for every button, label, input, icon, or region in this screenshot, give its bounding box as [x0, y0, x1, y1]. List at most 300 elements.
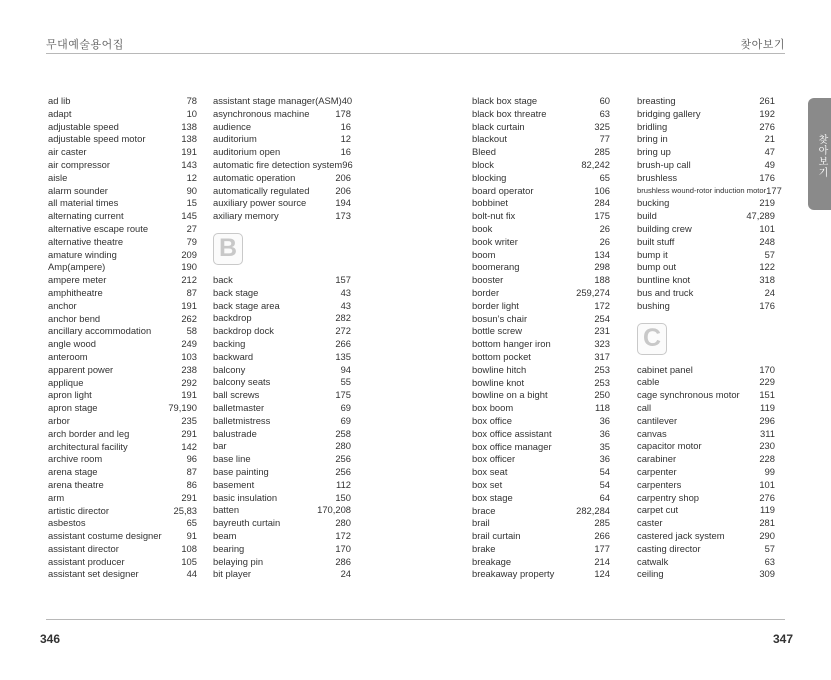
index-entry [48, 121, 197, 134]
index-page-ref: 122 [759, 261, 775, 273]
index-page-ref: 10 [186, 107, 197, 119]
index-term: cantilever [637, 414, 678, 426]
index-entry [48, 325, 197, 338]
index-term: board operator [472, 184, 534, 196]
index-entry [472, 197, 610, 210]
index-entry [48, 428, 197, 441]
index-entry [637, 479, 775, 492]
index-entry [213, 133, 351, 146]
index-term: arbor [48, 414, 70, 426]
index-entry [48, 236, 197, 249]
index-page-ref: 77 [599, 133, 610, 145]
index-entry [637, 95, 775, 108]
index-page-ref: 214 [594, 555, 610, 567]
section-letter-b: B [213, 233, 243, 265]
index-page-ref: 91 [186, 530, 197, 542]
index-entry [472, 236, 610, 249]
index-entry [472, 428, 610, 441]
index-term: border light [472, 299, 519, 311]
index-term: batten [213, 504, 240, 516]
index-page-ref: 282,284 [576, 504, 610, 516]
index-page-ref: 79,190 [168, 402, 197, 414]
index-entry [637, 121, 775, 134]
index-entry [48, 300, 197, 313]
index-entry [48, 517, 197, 530]
index-term: border [472, 286, 500, 298]
index-term: buntline knot [637, 274, 691, 286]
index-term: black box threatre [472, 107, 547, 119]
index-page-ref: 58 [186, 325, 197, 337]
index-term: architectural facility [48, 440, 128, 452]
index-term: assistant producer [48, 555, 125, 567]
index-page-ref: 99 [764, 465, 775, 477]
index-entry [213, 338, 351, 351]
index-page-ref: 309 [759, 568, 775, 580]
index-term: ball screws [213, 389, 260, 401]
index-term: bring up [637, 146, 671, 158]
index-entry [48, 338, 197, 351]
index-term: capacitor motor [637, 440, 702, 452]
index-term: brail curtain [472, 530, 521, 542]
index-page-ref: 12 [186, 171, 197, 183]
index-side-tab[interactable] [808, 98, 831, 210]
index-term: anchor bend [48, 312, 101, 324]
index-term: automatic fire detection system [213, 158, 343, 170]
index-term: auditorium [213, 133, 257, 145]
index-entry [472, 121, 610, 134]
index-term: basic insulation [213, 491, 278, 503]
index-entry [472, 325, 610, 338]
index-term: anteroom [48, 350, 88, 362]
index-term: carabiner [637, 453, 677, 465]
index-entry [213, 121, 351, 134]
index-entry [637, 236, 775, 249]
index-term: base line [213, 453, 251, 465]
index-term: assistant stage manager(ASM) [213, 95, 342, 106]
index-page-ref: 250 [594, 389, 610, 401]
index-term: amphitheatre [48, 286, 103, 298]
index-term: built stuff [637, 235, 675, 247]
index-entry [48, 351, 197, 364]
index-entry [48, 108, 197, 121]
index-entry [472, 517, 610, 530]
index-term: alternative escape route [48, 222, 149, 234]
index-page-ref: 188 [594, 274, 610, 286]
index-page-ref: 94 [340, 363, 351, 375]
index-term: apron stage [48, 402, 98, 414]
index-entry [472, 185, 610, 198]
index-entry [472, 146, 610, 159]
index-entry [472, 274, 610, 287]
index-page-ref: 49 [764, 158, 775, 170]
index-term: book writer [472, 235, 518, 247]
index-entry [637, 108, 775, 121]
index-page-ref: 36 [599, 414, 610, 426]
index-page-ref: 254 [594, 312, 610, 324]
index-term: block [472, 158, 494, 170]
index-page-ref: 106 [594, 184, 610, 196]
index-page-ref: 253 [594, 376, 610, 388]
index-page-ref: 65 [186, 517, 197, 529]
index-term: box officer [472, 453, 516, 465]
index-term: bucking [637, 197, 670, 209]
index-entry [637, 223, 775, 236]
index-entry [472, 172, 610, 185]
index-entry [472, 530, 610, 543]
index-term: assistant costume designer [48, 530, 162, 542]
index-term: box office manager [472, 440, 552, 452]
index-term: bowline knot [472, 376, 525, 388]
index-term: brushless [637, 171, 678, 183]
index-entry [472, 210, 610, 223]
index-page-ref: 60 [599, 95, 610, 106]
index-term: bump out [637, 261, 677, 273]
index-entry [472, 300, 610, 313]
index-term: balletmistress [213, 414, 271, 426]
index-page-ref: 311 [760, 427, 775, 439]
index-entry [213, 159, 351, 172]
index-page-ref: 27 [186, 222, 197, 234]
index-entry [48, 261, 197, 274]
index-term: bar [213, 440, 227, 452]
index-entry [472, 377, 610, 390]
index-term: bowline on a bight [472, 389, 548, 401]
index-page-ref: 108 [181, 542, 197, 554]
index-entry [637, 261, 775, 274]
index-entry [637, 274, 775, 287]
index-term: brush-up call [637, 158, 691, 170]
index-entry [472, 159, 610, 172]
index-term: bobbinet [472, 197, 508, 209]
index-page-ref: 291 [181, 491, 197, 503]
index-term: adapt [48, 107, 72, 119]
index-page-ref: 69 [340, 401, 351, 413]
index-entry [48, 197, 197, 210]
index-page-ref: 26 [599, 235, 610, 247]
index-term: box boom [472, 402, 514, 414]
index-term: bayreuth curtain [213, 517, 281, 529]
index-entry [48, 568, 197, 581]
index-entry [48, 479, 197, 492]
index-page-ref: 26 [599, 222, 610, 234]
index-entry [213, 172, 351, 185]
index-term: bridging gallery [637, 107, 701, 119]
index-page-ref: 212 [181, 274, 197, 286]
index-term: assistant director [48, 542, 119, 554]
index-page-ref: 172 [335, 529, 351, 541]
page-number-left: 346 [40, 632, 61, 646]
index-entry [472, 249, 610, 262]
index-entry [472, 568, 610, 581]
index-term: alternating current [48, 210, 124, 222]
index-page-ref: 170 [335, 542, 351, 554]
index-entry [472, 223, 610, 236]
index-term: box stage [472, 491, 513, 503]
index-term: backing [213, 337, 246, 349]
index-page-ref: 57 [764, 248, 775, 260]
index-entry [213, 300, 351, 313]
index-entry [637, 453, 775, 466]
index-term: base painting [213, 465, 269, 477]
index-entry [472, 364, 610, 377]
index-page-ref: 36 [599, 427, 610, 439]
index-page-ref: 176 [759, 171, 775, 183]
index-entry [472, 313, 610, 326]
index-term: all material times [48, 197, 119, 209]
index-term: automatically regulated [213, 184, 310, 196]
index-entry [637, 146, 775, 159]
index-page-ref: 229 [759, 376, 775, 388]
index-column-1 [48, 95, 197, 581]
index-term: belaying pin [213, 555, 264, 567]
index-term: bowline hitch [472, 363, 527, 375]
index-entry [213, 312, 351, 325]
index-entry [48, 441, 197, 454]
index-term: bottle screw [472, 325, 523, 337]
index-page-ref: 96 [342, 158, 353, 170]
index-page-ref: 284 [594, 197, 610, 209]
index-entry [637, 517, 775, 530]
index-entry [213, 274, 351, 287]
index-page-ref: 170,208 [317, 504, 351, 516]
index-page-ref: 282 [335, 312, 351, 324]
index-page-ref: 78 [186, 95, 197, 106]
index-page-ref: 65 [599, 171, 610, 183]
index-page-ref: 259,274 [576, 286, 610, 298]
index-entry [213, 185, 351, 198]
index-term: brace [472, 504, 496, 516]
index-entry [213, 453, 351, 466]
index-entry [48, 146, 197, 159]
index-page-ref: 230 [759, 440, 775, 452]
index-page-ref: 323 [594, 338, 610, 350]
index-entry [48, 95, 197, 108]
index-page-ref: 44 [186, 568, 197, 580]
index-term: brake [472, 542, 496, 554]
running-header-right: 찾아보기 [740, 39, 785, 51]
index-term: canvas [637, 427, 667, 439]
index-entry [472, 453, 610, 466]
index-column-2 [213, 95, 351, 581]
index-entry [213, 402, 351, 415]
index-term: blackout [472, 133, 507, 145]
index-term: balustrade [213, 427, 257, 439]
index-term: carpentry shop [637, 491, 700, 503]
index-entry [637, 133, 775, 146]
index-term: black box stage [472, 95, 538, 106]
index-page-ref: 178 [335, 107, 351, 119]
index-page-ref: 206 [335, 171, 351, 183]
index-page-ref: 142 [181, 440, 197, 452]
index-entry [213, 568, 351, 581]
index-page-ref: 101 [759, 222, 775, 234]
index-term: breakaway property [472, 568, 555, 580]
index-page-ref: 266 [594, 530, 610, 542]
index-term: bring in [637, 133, 668, 145]
index-page-ref: 256 [335, 453, 351, 465]
index-entry [472, 261, 610, 274]
index-term: balletmaster [213, 401, 265, 413]
index-entry [213, 479, 351, 492]
index-entry [637, 530, 775, 543]
index-entry [48, 223, 197, 236]
index-term: arena theatre [48, 478, 104, 490]
index-entry [213, 95, 351, 108]
index-entry [472, 492, 610, 505]
running-header-left: 무대예술용어집 [46, 39, 124, 51]
index-term: amature winding [48, 248, 117, 260]
index-page-ref: 325 [594, 120, 610, 132]
index-entry [472, 479, 610, 492]
index-term: bushing [637, 299, 670, 311]
index-page-ref: 43 [340, 299, 351, 311]
index-page-ref: 21 [764, 133, 775, 145]
index-page-ref: 286 [335, 555, 351, 567]
index-page-ref: 101 [759, 478, 775, 490]
index-entry [637, 415, 775, 428]
index-page-ref: 170 [759, 363, 775, 375]
index-entry [48, 492, 197, 505]
index-entry [213, 108, 351, 121]
index-entry [637, 364, 775, 377]
index-term: cabinet panel [637, 363, 693, 375]
index-page-ref: 276 [759, 120, 775, 132]
index-term: axiliary memory [213, 210, 279, 222]
index-entry [48, 210, 197, 223]
index-entry [637, 504, 775, 517]
index-page-ref: 24 [764, 286, 775, 298]
index-entry [472, 389, 610, 402]
index-term: apparent power [48, 363, 114, 375]
index-page-ref: 54 [599, 478, 610, 490]
index-term: breakage [472, 555, 512, 567]
index-entry [48, 159, 197, 172]
index-term: aisle [48, 171, 68, 183]
index-term: back stage area [213, 299, 280, 311]
index-term: catwalk [637, 555, 669, 567]
index-entry [48, 133, 197, 146]
index-entry [472, 441, 610, 454]
index-term: alternative theatre [48, 235, 124, 247]
index-page-ref: 280 [335, 440, 351, 452]
index-entry [48, 185, 197, 198]
index-page-ref: 191 [181, 389, 197, 401]
index-term: back stage [213, 286, 259, 298]
index-term: backdrop [213, 312, 252, 324]
index-term: backward [213, 350, 254, 362]
index-entry [213, 287, 351, 300]
section-letter-c: C [637, 323, 667, 355]
index-term: cable [637, 376, 660, 388]
index-page-ref: 173 [335, 210, 351, 222]
index-entry [48, 556, 197, 569]
index-term: asynchronous machine [213, 107, 310, 119]
index-entry [213, 428, 351, 441]
index-term: audience [213, 120, 252, 132]
index-entry [48, 530, 197, 543]
index-term: bottom pocket [472, 350, 531, 362]
index-page-ref: 79 [186, 235, 197, 247]
index-page-ref: 87 [186, 466, 197, 478]
index-entry [213, 364, 351, 377]
index-entry [637, 568, 775, 581]
index-entry [213, 466, 351, 479]
index-entry [472, 466, 610, 479]
index-page-ref: 90 [186, 184, 197, 196]
index-term: balcony [213, 363, 246, 375]
index-term: ampere meter [48, 274, 107, 286]
index-entry [213, 415, 351, 428]
index-term: automatic operation [213, 171, 296, 183]
index-page-ref: 292 [181, 376, 197, 388]
index-term: boomerang [472, 261, 520, 273]
index-page-ref: 219 [759, 197, 775, 209]
index-page-ref: 145 [181, 210, 197, 222]
index-term: bridling [637, 120, 668, 132]
index-term: bearing [213, 542, 245, 554]
index-page-ref: 124 [594, 568, 610, 580]
index-term: breasting [637, 95, 676, 106]
index-entry [48, 172, 197, 185]
index-page-ref: 69 [340, 414, 351, 426]
index-term: blocking [472, 171, 507, 183]
index-page-ref: 134 [594, 248, 610, 260]
index-page-ref: 57 [764, 542, 775, 554]
index-page-ref: 177 [766, 184, 782, 196]
index-entry [472, 95, 610, 108]
index-entry [637, 197, 775, 210]
index-entry [48, 505, 197, 518]
index-entry [472, 338, 610, 351]
index-entry [472, 351, 610, 364]
index-term: bit player [213, 568, 252, 580]
index-term: box office assistant [472, 427, 552, 439]
index-page-ref: 190 [181, 261, 197, 273]
index-term: bottom hanger iron [472, 338, 551, 350]
index-term: bump it [637, 248, 668, 260]
index-page-ref: 138 [181, 120, 197, 132]
index-page-ref: 194 [335, 197, 351, 209]
index-page-ref: 138 [181, 133, 197, 145]
index-entry [48, 389, 197, 402]
index-term: box set [472, 478, 503, 490]
index-page-ref: 281 [759, 517, 775, 529]
index-column-4 [637, 95, 782, 581]
index-page-ref: 63 [764, 555, 775, 567]
index-page-ref: 157 [335, 273, 351, 285]
index-term: adjustable speed motor [48, 133, 146, 145]
index-page-ref: 191 [181, 146, 197, 158]
index-entry [213, 146, 351, 159]
index-entry [637, 210, 775, 223]
index-page-ref: 24 [340, 568, 351, 580]
index-entry [637, 492, 775, 505]
index-entry [213, 351, 351, 364]
index-term: carpenters [637, 478, 682, 490]
index-page-ref: 209 [181, 248, 197, 260]
index-page-ref: 135 [335, 350, 351, 362]
page-number-right: 347 [772, 632, 793, 646]
index-page-ref: 47 [764, 146, 775, 158]
index-page-ref: 175 [594, 210, 610, 222]
index-page-ref: 317 [594, 350, 610, 362]
index-page-ref: 103 [181, 350, 197, 362]
index-page-ref: 96 [186, 453, 197, 465]
index-page-ref: 43 [340, 286, 351, 298]
index-entry [48, 274, 197, 287]
index-term: booster [472, 274, 504, 286]
index-page-ref: 253 [594, 363, 610, 375]
